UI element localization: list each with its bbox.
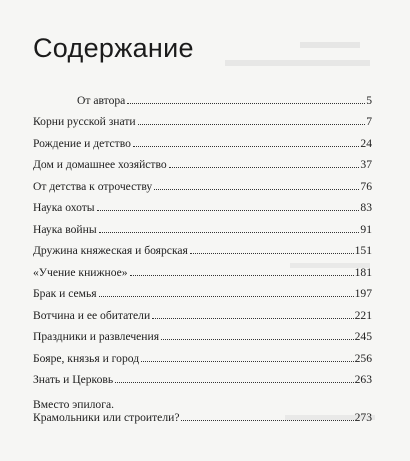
leader-dots xyxy=(169,167,360,168)
toc-entry[interactable] xyxy=(33,214,372,236)
toc-entry[interactable] xyxy=(33,322,372,344)
toc-entry-page: 91 xyxy=(360,222,372,236)
leader-dots xyxy=(115,382,353,383)
toc-entry-title: «Учение книжное» xyxy=(33,265,128,279)
toc-entry-page: 181 xyxy=(354,265,372,279)
leader-dots xyxy=(99,232,360,233)
toc-entry-page: 83 xyxy=(360,201,372,214)
toc-entry-title: Корни русской знати xyxy=(33,115,136,128)
leader-dots xyxy=(152,318,353,319)
toc-entry-title-line2: Крамольники или строители? xyxy=(33,411,180,424)
toc-entry-page: 7 xyxy=(366,115,372,128)
toc-entry-title xyxy=(33,398,181,424)
page-title: Содержание xyxy=(33,33,194,63)
toc-entry-page: 245 xyxy=(354,330,372,343)
toc-entry[interactable] xyxy=(33,236,372,258)
leader-dots xyxy=(133,146,359,147)
toc-entry-page: 5 xyxy=(366,93,372,107)
toc-entry-page: 197 xyxy=(354,287,372,300)
leader-dots xyxy=(97,210,360,211)
leader-dots xyxy=(141,361,354,362)
toc-entry[interactable] xyxy=(33,107,372,129)
toc-entry-title: Знать и Церковь xyxy=(33,373,114,386)
bleed-through-mark xyxy=(300,42,360,48)
toc-entry[interactable] xyxy=(33,193,372,215)
leader-dots xyxy=(181,420,353,421)
toc-entry[interactable] xyxy=(33,257,372,279)
toc-entry[interactable] xyxy=(33,343,372,365)
toc-entry-page: 273 xyxy=(354,411,372,424)
toc-entry[interactable] xyxy=(33,85,372,107)
toc-entry-page: 37 xyxy=(360,158,372,171)
toc-entry-page: 24 xyxy=(360,136,372,150)
toc-entry-page: 256 xyxy=(354,351,372,365)
toc-entry-title: Бояре, князья и город xyxy=(33,351,140,365)
leader-dots xyxy=(138,124,366,125)
leader-dots xyxy=(190,253,354,254)
toc-entry-epilogue[interactable] xyxy=(33,386,372,424)
leader-dots xyxy=(154,189,359,190)
toc-entry-title-line1: Вместо эпилога. xyxy=(33,398,115,411)
toc-entry[interactable] xyxy=(33,300,372,322)
toc-entry-title: Вотчина и ее обитатели xyxy=(33,308,151,322)
toc-entry-title: Дом и домашнее хозяйство xyxy=(33,158,167,171)
toc-entry-title: От автора xyxy=(77,93,126,107)
toc-entry[interactable] xyxy=(33,365,372,387)
leader-dots xyxy=(130,275,354,276)
toc-entry-title: Дружина княжеская и боярская xyxy=(33,244,188,257)
toc-entry-page: 221 xyxy=(354,308,372,322)
toc-entry-title: Брак и семья xyxy=(33,287,97,300)
bleed-through-mark xyxy=(225,60,370,66)
toc-entry[interactable] xyxy=(33,279,372,301)
leader-dots xyxy=(99,296,354,297)
toc-entry-title: От детства к отрочеству xyxy=(33,179,153,193)
toc-entry-title: Праздники и развлечения xyxy=(33,330,160,343)
table-of-contents xyxy=(33,85,372,424)
leader-dots xyxy=(127,103,365,104)
toc-entry[interactable] xyxy=(33,128,372,150)
toc-entry-title: Рождение и детство xyxy=(33,136,131,150)
toc-entry[interactable] xyxy=(33,171,372,193)
toc-entry-page: 76 xyxy=(360,179,372,193)
toc-entry[interactable] xyxy=(33,150,372,172)
toc-entry-title: Наука войны xyxy=(33,222,97,236)
leader-dots xyxy=(161,339,354,340)
toc-entry-title: Наука охоты xyxy=(33,201,95,214)
toc-entry-page: 263 xyxy=(354,373,372,386)
toc-entry-page: 151 xyxy=(354,244,372,257)
